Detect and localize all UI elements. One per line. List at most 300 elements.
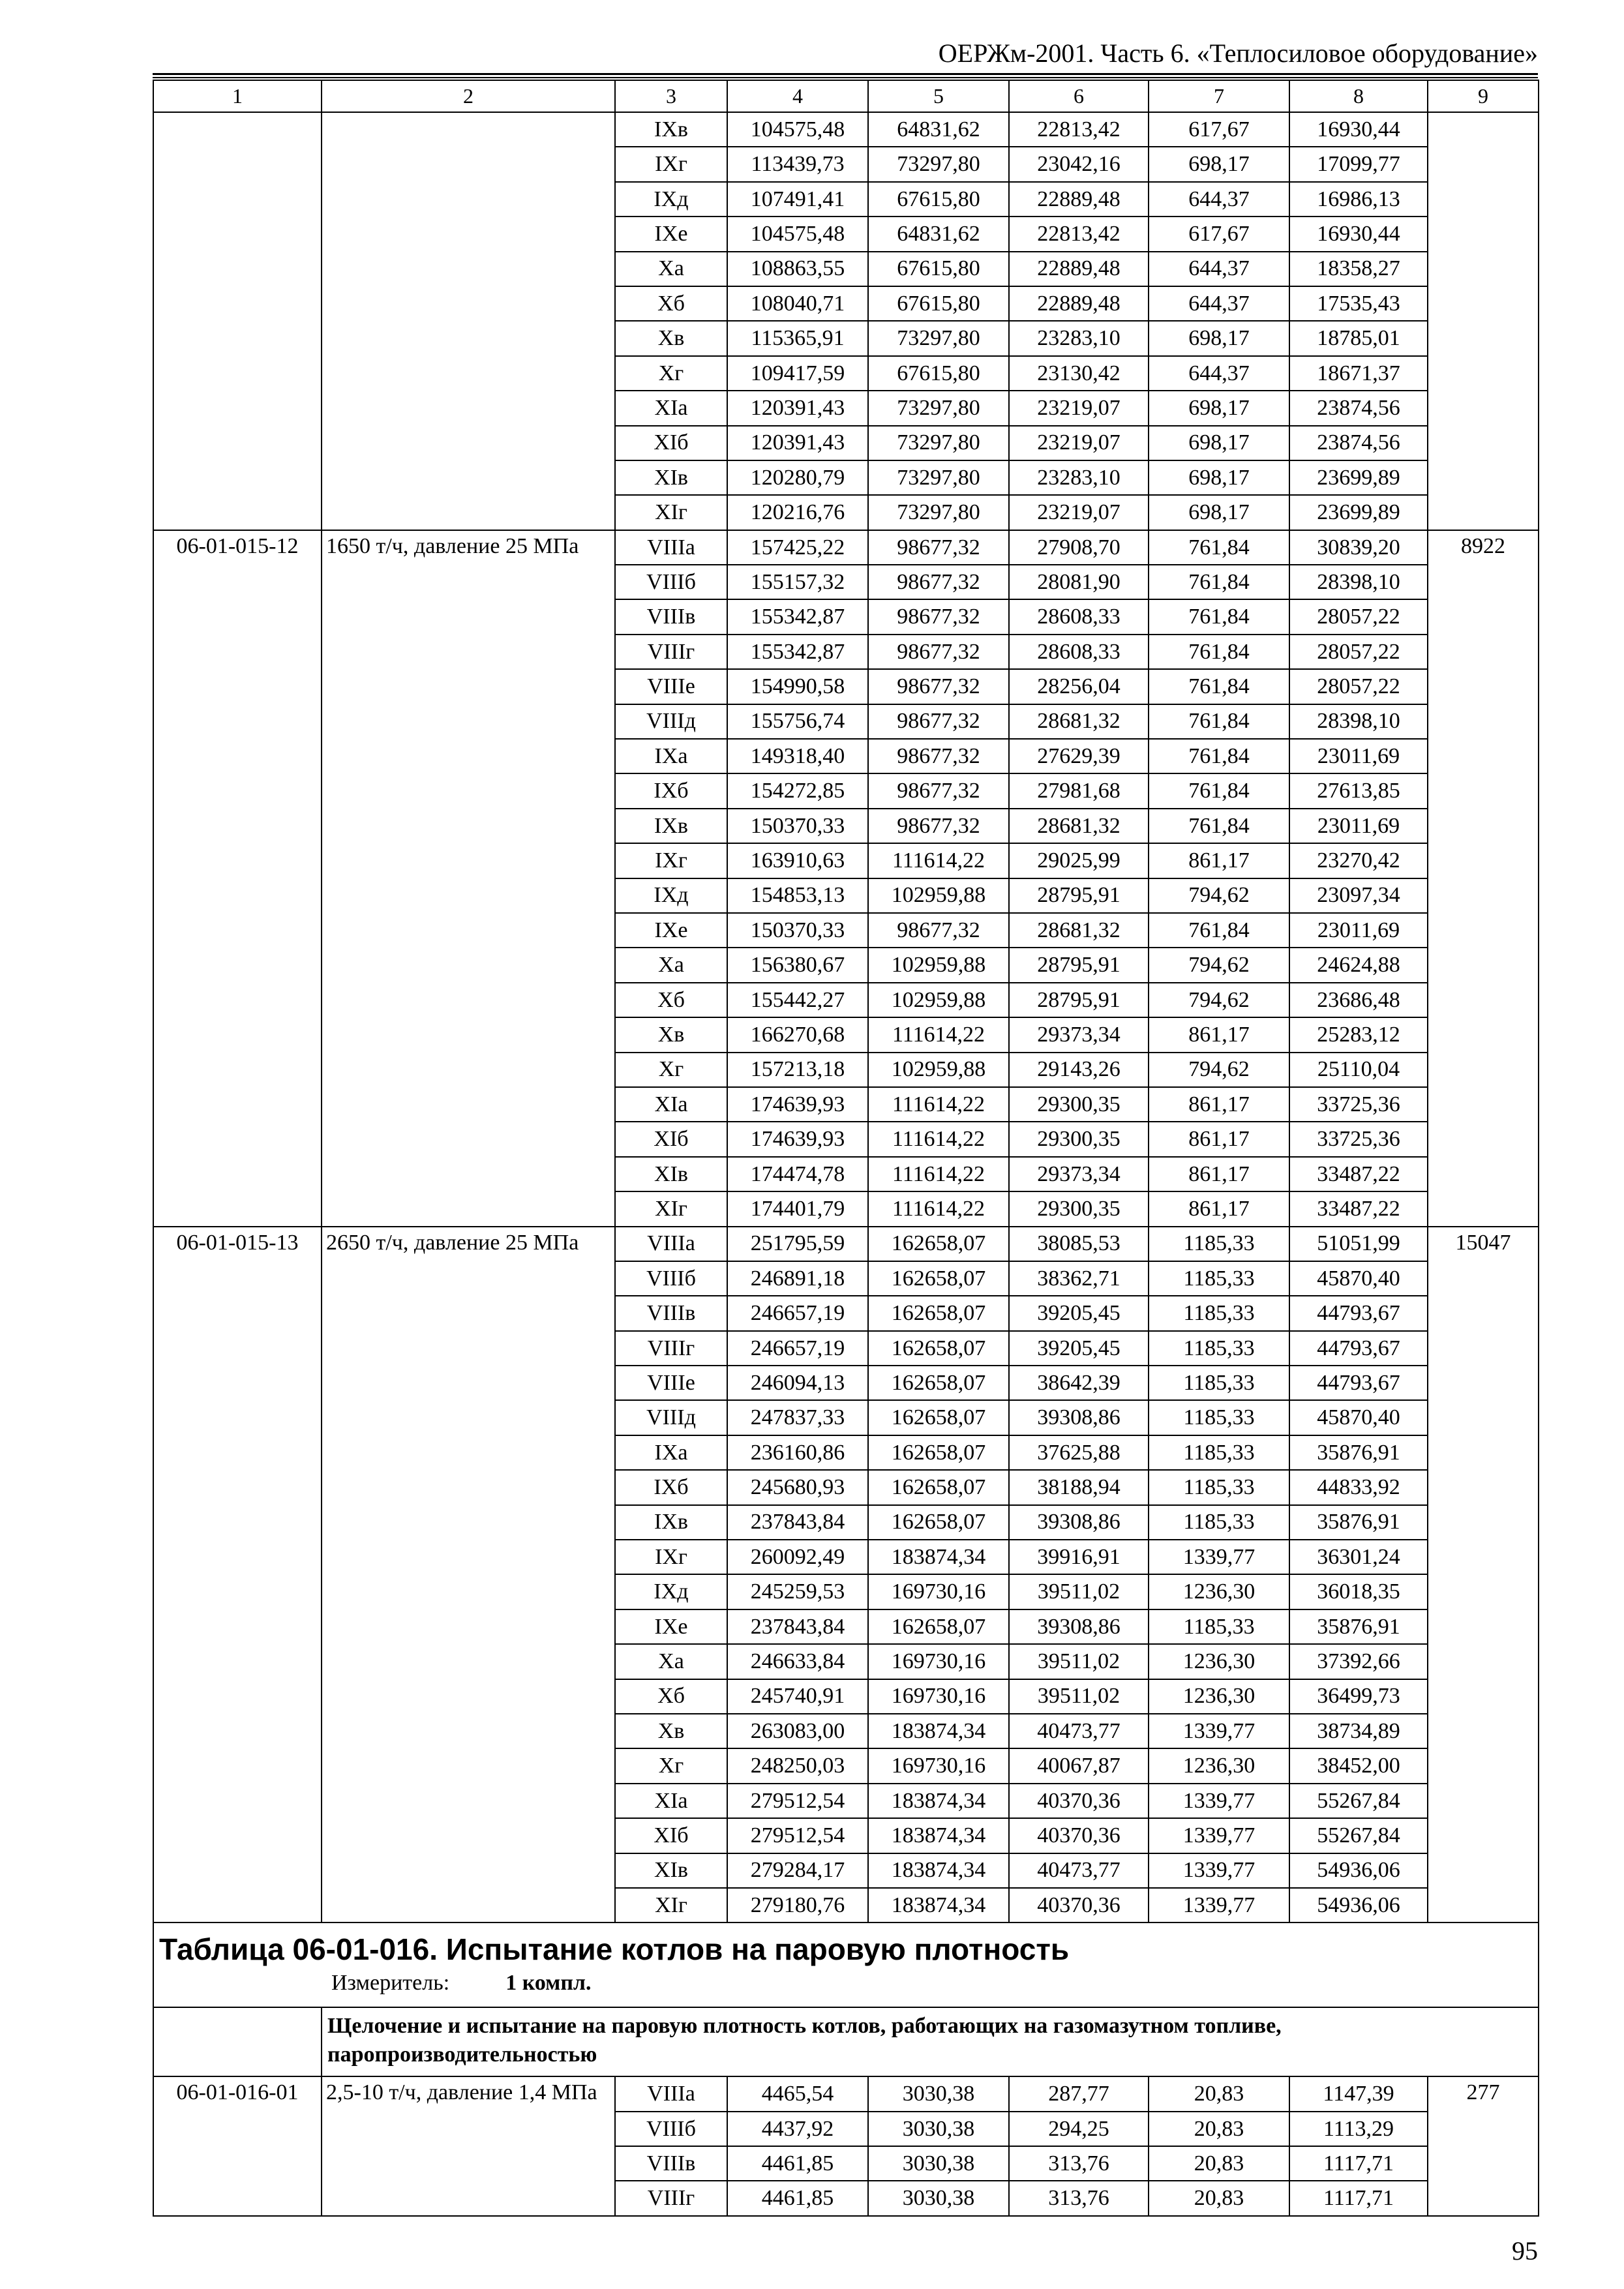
variant-cell: Xв xyxy=(615,1017,727,1052)
blank-cell xyxy=(153,2007,322,2076)
machinist-wages-cell: 761,84 xyxy=(1149,704,1289,739)
wages-cell: 67615,80 xyxy=(868,356,1009,391)
machines-cell: 22813,42 xyxy=(1009,112,1149,147)
wages-cell: 183874,34 xyxy=(868,1888,1009,1922)
wages-cell: 183874,34 xyxy=(868,1784,1009,1818)
materials-cell: 28398,10 xyxy=(1289,565,1428,599)
materials-cell: 55267,84 xyxy=(1289,1818,1428,1853)
measure-label: Измеритель: xyxy=(331,1971,450,1996)
machines-cell: 313,76 xyxy=(1009,2181,1149,2215)
materials-cell: 45870,40 xyxy=(1289,1261,1428,1296)
machinist-wages-cell: 1339,77 xyxy=(1149,1714,1289,1748)
materials-cell: 25283,12 xyxy=(1289,1017,1428,1052)
total-cost-cell: 104575,48 xyxy=(727,112,868,147)
machines-cell: 27629,39 xyxy=(1009,739,1149,773)
total-cost-cell: 156380,67 xyxy=(727,948,868,982)
wages-cell: 111614,22 xyxy=(868,1191,1009,1226)
machines-cell: 23219,07 xyxy=(1009,495,1149,530)
variant-cell: IXв xyxy=(615,809,727,843)
wages-cell: 183874,34 xyxy=(868,1714,1009,1748)
machines-cell: 38642,39 xyxy=(1009,1366,1149,1400)
materials-cell: 23011,69 xyxy=(1289,809,1428,843)
machines-cell: 29143,26 xyxy=(1009,1053,1149,1087)
total-cost-cell: 150370,33 xyxy=(727,913,868,948)
total-cost-cell: 154853,13 xyxy=(727,878,868,913)
materials-cell: 1117,71 xyxy=(1289,2146,1428,2181)
materials-cell: 1113,29 xyxy=(1289,2112,1428,2146)
total-cost-cell: 279180,76 xyxy=(727,1888,868,1922)
wages-cell: 64831,62 xyxy=(868,217,1009,251)
total-cost-cell: 174401,79 xyxy=(727,1191,868,1226)
materials-cell: 23686,48 xyxy=(1289,983,1428,1017)
total-cost-cell: 247837,33 xyxy=(727,1400,868,1435)
materials-cell: 36499,73 xyxy=(1289,1679,1428,1714)
total-cost-cell: 279512,54 xyxy=(727,1818,868,1853)
variant-cell: XIв xyxy=(615,460,727,495)
variant-cell: VIIIа xyxy=(615,1227,727,1261)
wages-cell: 98677,32 xyxy=(868,739,1009,773)
total-cost-cell: 246657,19 xyxy=(727,1296,868,1330)
variant-cell: VIIIд xyxy=(615,704,727,739)
total-cost-cell: 260092,49 xyxy=(727,1540,868,1574)
machinist-wages-cell: 1185,33 xyxy=(1149,1261,1289,1296)
machines-cell: 29025,99 xyxy=(1009,843,1149,878)
machines-cell: 28608,33 xyxy=(1009,599,1149,634)
materials-cell: 23699,89 xyxy=(1289,495,1428,530)
machinist-wages-cell: 1185,33 xyxy=(1149,1331,1289,1366)
machines-cell: 28681,32 xyxy=(1009,704,1149,739)
total-cost-cell: 174639,93 xyxy=(727,1087,868,1122)
variant-cell: IXд xyxy=(615,878,727,913)
variant-cell: Xа xyxy=(615,948,727,982)
variant-cell: VIIIа xyxy=(615,2076,727,2111)
materials-cell: 45870,40 xyxy=(1289,1400,1428,1435)
machinist-wages-cell: 794,62 xyxy=(1149,983,1289,1017)
wages-cell: 169730,16 xyxy=(868,1644,1009,1679)
header-rule xyxy=(153,77,1538,78)
total-cost-cell: 246633,84 xyxy=(727,1644,868,1679)
wages-cell: 162658,07 xyxy=(868,1470,1009,1504)
total-cost-cell: 4461,85 xyxy=(727,2146,868,2181)
machines-cell: 39308,86 xyxy=(1009,1505,1149,1540)
machinist-wages-cell: 1339,77 xyxy=(1149,1818,1289,1853)
wages-cell: 73297,80 xyxy=(868,460,1009,495)
total-cost-cell: 245740,91 xyxy=(727,1679,868,1714)
total-cost-cell: 154272,85 xyxy=(727,773,868,808)
machinist-wages-cell: 617,67 xyxy=(1149,217,1289,251)
machines-cell: 38362,71 xyxy=(1009,1261,1149,1296)
materials-cell: 18358,27 xyxy=(1289,252,1428,286)
machines-cell: 40067,87 xyxy=(1009,1748,1149,1783)
materials-cell: 33725,36 xyxy=(1289,1122,1428,1156)
variant-cell: XIг xyxy=(615,1888,727,1922)
total-cost-cell: 115365,91 xyxy=(727,321,868,355)
variant-cell: IXв xyxy=(615,112,727,147)
total-cost-cell: 163910,63 xyxy=(727,843,868,878)
machinist-wages-cell: 698,17 xyxy=(1149,460,1289,495)
materials-cell: 33487,22 xyxy=(1289,1191,1428,1226)
machinist-wages-cell: 1236,30 xyxy=(1149,1679,1289,1714)
machinist-wages-cell: 861,17 xyxy=(1149,843,1289,878)
total-cost-cell: 4461,85 xyxy=(727,2181,868,2215)
table-row xyxy=(153,1227,1539,1261)
materials-cell: 44793,67 xyxy=(1289,1331,1428,1366)
total-cost-cell: 120391,43 xyxy=(727,391,868,425)
wages-cell: 64831,62 xyxy=(868,112,1009,147)
wages-cell: 162658,07 xyxy=(868,1435,1009,1470)
variant-cell: Xа xyxy=(615,1644,727,1679)
column-number: 1 xyxy=(153,80,322,112)
variant-cell: VIIIв xyxy=(615,2146,727,2181)
materials-cell: 37392,66 xyxy=(1289,1644,1428,1679)
machines-cell: 29300,35 xyxy=(1009,1122,1149,1156)
total-cost-cell: 120280,79 xyxy=(727,460,868,495)
materials-cell: 24624,88 xyxy=(1289,948,1428,982)
measure-unit: 1 компл. xyxy=(505,1971,592,1996)
wages-cell: 98677,32 xyxy=(868,809,1009,843)
variant-cell: VIIIг xyxy=(615,1331,727,1366)
variant-cell: Xв xyxy=(615,1714,727,1748)
item-code-cell: 06-01-015-12 xyxy=(153,530,322,1227)
total-cost-cell: 150370,33 xyxy=(727,809,868,843)
materials-cell: 23097,34 xyxy=(1289,878,1428,913)
machines-cell: 39205,45 xyxy=(1009,1296,1149,1330)
machinist-wages-cell: 698,17 xyxy=(1149,147,1289,181)
item-code-cell xyxy=(153,112,322,530)
running-header: ОЕРЖм-2001. Часть 6. «Теплосиловое оборудование» xyxy=(938,38,1538,68)
machines-cell: 29300,35 xyxy=(1009,1087,1149,1122)
machinist-wages-cell: 1339,77 xyxy=(1149,1888,1289,1922)
wages-cell: 3030,38 xyxy=(868,2181,1009,2215)
machinist-wages-cell: 20,83 xyxy=(1149,2146,1289,2181)
variant-cell: VIIIб xyxy=(615,565,727,599)
column-number: 4 xyxy=(727,80,868,112)
machines-cell: 39511,02 xyxy=(1009,1644,1149,1679)
materials-cell: 51051,99 xyxy=(1289,1227,1428,1261)
total-cost-cell: 120216,76 xyxy=(727,495,868,530)
machinist-wages-cell: 1236,30 xyxy=(1149,1574,1289,1609)
materials-cell: 17099,77 xyxy=(1289,147,1428,181)
labor-norm-cell: 15047 xyxy=(1428,1227,1539,1923)
machinist-wages-cell: 1185,33 xyxy=(1149,1470,1289,1504)
variant-cell: VIIIг xyxy=(615,2181,727,2215)
machines-cell: 39511,02 xyxy=(1009,1574,1149,1609)
machinist-wages-cell: 794,62 xyxy=(1149,1053,1289,1087)
total-cost-cell: 108040,71 xyxy=(727,286,868,321)
machines-cell: 40370,36 xyxy=(1009,1818,1149,1853)
machinist-wages-cell: 861,17 xyxy=(1149,1157,1289,1191)
wages-cell: 162658,07 xyxy=(868,1331,1009,1366)
wages-cell: 98677,32 xyxy=(868,704,1009,739)
wages-cell: 67615,80 xyxy=(868,252,1009,286)
variant-cell: IXг xyxy=(615,1540,727,1574)
wages-cell: 98677,32 xyxy=(868,669,1009,704)
variant-cell: Xб xyxy=(615,983,727,1017)
machinist-wages-cell: 1339,77 xyxy=(1149,1853,1289,1888)
machinist-wages-cell: 761,84 xyxy=(1149,565,1289,599)
machinist-wages-cell: 644,37 xyxy=(1149,356,1289,391)
machines-cell: 287,77 xyxy=(1009,2076,1149,2111)
variant-cell: XIв xyxy=(615,1157,727,1191)
wages-cell: 162658,07 xyxy=(868,1366,1009,1400)
wages-cell: 102959,88 xyxy=(868,878,1009,913)
wages-cell: 102959,88 xyxy=(868,983,1009,1017)
machinist-wages-cell: 1185,33 xyxy=(1149,1400,1289,1435)
wages-cell: 73297,80 xyxy=(868,495,1009,530)
variant-cell: Xг xyxy=(615,1053,727,1087)
materials-cell: 27613,85 xyxy=(1289,773,1428,808)
materials-cell: 35876,91 xyxy=(1289,1505,1428,1540)
machinist-wages-cell: 761,84 xyxy=(1149,635,1289,669)
variant-cell: Xб xyxy=(615,286,727,321)
machinist-wages-cell: 20,83 xyxy=(1149,2112,1289,2146)
machines-cell: 23042,16 xyxy=(1009,147,1149,181)
variant-cell: VIIIе xyxy=(615,1366,727,1400)
machinist-wages-cell: 761,84 xyxy=(1149,599,1289,634)
wages-cell: 169730,16 xyxy=(868,1748,1009,1783)
machines-cell: 28795,91 xyxy=(1009,983,1149,1017)
machinist-wages-cell: 794,62 xyxy=(1149,878,1289,913)
total-cost-cell: 149318,40 xyxy=(727,739,868,773)
total-cost-cell: 109417,59 xyxy=(727,356,868,391)
table-title-cell xyxy=(153,1922,1539,2007)
machinist-wages-cell: 1185,33 xyxy=(1149,1609,1289,1644)
section-heading-row xyxy=(153,2007,1539,2076)
wages-cell: 98677,32 xyxy=(868,530,1009,565)
materials-cell: 28057,22 xyxy=(1289,669,1428,704)
total-cost-cell: 251795,59 xyxy=(727,1227,868,1261)
materials-cell: 36018,35 xyxy=(1289,1574,1428,1609)
machines-cell: 39205,45 xyxy=(1009,1331,1149,1366)
machines-cell: 28681,32 xyxy=(1009,809,1149,843)
variant-cell: XIг xyxy=(615,495,727,530)
materials-cell: 44833,92 xyxy=(1289,1470,1428,1504)
variant-cell: IXд xyxy=(615,182,727,217)
machinist-wages-cell: 761,84 xyxy=(1149,809,1289,843)
machinist-wages-cell: 698,17 xyxy=(1149,495,1289,530)
wages-cell: 162658,07 xyxy=(868,1227,1009,1261)
wages-cell: 162658,07 xyxy=(868,1609,1009,1644)
wages-cell: 73297,80 xyxy=(868,147,1009,181)
materials-cell: 54936,06 xyxy=(1289,1888,1428,1922)
machinist-wages-cell: 1185,33 xyxy=(1149,1435,1289,1470)
machinist-wages-cell: 698,17 xyxy=(1149,321,1289,355)
table-row xyxy=(153,112,1539,147)
materials-cell: 16930,44 xyxy=(1289,112,1428,147)
total-cost-cell: 155756,74 xyxy=(727,704,868,739)
wages-cell: 73297,80 xyxy=(868,321,1009,355)
wages-cell: 102959,88 xyxy=(868,948,1009,982)
total-cost-cell: 157425,22 xyxy=(727,530,868,565)
machines-cell: 27981,68 xyxy=(1009,773,1149,808)
total-cost-cell: 246094,13 xyxy=(727,1366,868,1400)
table-title: Таблица 06-01-016. Испытание котлов на паровую плотность xyxy=(159,1932,1070,1967)
total-cost-cell: 155342,87 xyxy=(727,599,868,634)
materials-cell: 38734,89 xyxy=(1289,1714,1428,1748)
machinist-wages-cell: 794,62 xyxy=(1149,948,1289,982)
machines-cell: 28081,90 xyxy=(1009,565,1149,599)
machines-cell: 38188,94 xyxy=(1009,1470,1149,1504)
materials-cell: 35876,91 xyxy=(1289,1435,1428,1470)
wages-cell: 3030,38 xyxy=(868,2076,1009,2111)
variant-cell: Xа xyxy=(615,252,727,286)
wages-cell: 98677,32 xyxy=(868,599,1009,634)
table-title-row xyxy=(153,1922,1539,2007)
machines-cell: 29373,34 xyxy=(1009,1157,1149,1191)
machines-cell: 40370,36 xyxy=(1009,1888,1149,1922)
wages-cell: 162658,07 xyxy=(868,1261,1009,1296)
total-cost-cell: 248250,03 xyxy=(727,1748,868,1783)
total-cost-cell: 279284,17 xyxy=(727,1853,868,1888)
total-cost-cell: 279512,54 xyxy=(727,1784,868,1818)
machines-cell: 40473,77 xyxy=(1009,1853,1149,1888)
machines-cell: 23130,42 xyxy=(1009,356,1149,391)
machines-cell: 40473,77 xyxy=(1009,1714,1149,1748)
wages-cell: 73297,80 xyxy=(868,426,1009,460)
table-body xyxy=(153,80,1539,2216)
variant-cell: IXв xyxy=(615,1505,727,1540)
variant-cell: IXе xyxy=(615,217,727,251)
variant-cell: IXд xyxy=(615,1574,727,1609)
machines-cell: 39308,86 xyxy=(1009,1400,1149,1435)
machines-cell: 38085,53 xyxy=(1009,1227,1149,1261)
wages-cell: 3030,38 xyxy=(868,2112,1009,2146)
variant-cell: IXг xyxy=(615,147,727,181)
header-rule xyxy=(153,73,1538,75)
wages-cell: 169730,16 xyxy=(868,1679,1009,1714)
total-cost-cell: 155442,27 xyxy=(727,983,868,1017)
total-cost-cell: 237843,84 xyxy=(727,1505,868,1540)
wages-cell: 111614,22 xyxy=(868,1157,1009,1191)
total-cost-cell: 4465,54 xyxy=(727,2076,868,2111)
column-number: 6 xyxy=(1009,80,1149,112)
machines-cell: 28795,91 xyxy=(1009,948,1149,982)
machinist-wages-cell: 761,84 xyxy=(1149,739,1289,773)
wages-cell: 98677,32 xyxy=(868,773,1009,808)
variant-cell: IXг xyxy=(615,843,727,878)
machinist-wages-cell: 1339,77 xyxy=(1149,1540,1289,1574)
materials-cell: 16930,44 xyxy=(1289,217,1428,251)
materials-cell: 28057,22 xyxy=(1289,599,1428,634)
machinist-wages-cell: 861,17 xyxy=(1149,1087,1289,1122)
machinist-wages-cell: 20,83 xyxy=(1149,2181,1289,2215)
variant-cell: IXб xyxy=(615,1470,727,1504)
wages-cell: 183874,34 xyxy=(868,1540,1009,1574)
materials-cell: 33725,36 xyxy=(1289,1087,1428,1122)
section-heading: Щелочение и испытание на паровую плотность котлов, работающих на газомазутном топливе, паропроизводительностью xyxy=(322,2007,1539,2076)
wages-cell: 111614,22 xyxy=(868,1087,1009,1122)
total-cost-cell: 236160,86 xyxy=(727,1435,868,1470)
table-row xyxy=(153,2076,1539,2111)
machinist-wages-cell: 1236,30 xyxy=(1149,1644,1289,1679)
materials-cell: 38452,00 xyxy=(1289,1748,1428,1783)
total-cost-cell: 245680,93 xyxy=(727,1470,868,1504)
variant-cell: IXе xyxy=(615,1609,727,1644)
variant-cell: VIIIв xyxy=(615,599,727,634)
total-cost-cell: 157213,18 xyxy=(727,1053,868,1087)
machines-cell: 22813,42 xyxy=(1009,217,1149,251)
machines-cell: 23283,10 xyxy=(1009,460,1149,495)
column-number: 5 xyxy=(868,80,1009,112)
materials-cell: 35876,91 xyxy=(1289,1609,1428,1644)
total-cost-cell: 154990,58 xyxy=(727,669,868,704)
total-cost-cell: 4437,92 xyxy=(727,2112,868,2146)
variant-cell: VIIIб xyxy=(615,1261,727,1296)
total-cost-cell: 245259,53 xyxy=(727,1574,868,1609)
column-number-row xyxy=(153,80,1539,112)
machinist-wages-cell: 1339,77 xyxy=(1149,1784,1289,1818)
machinist-wages-cell: 644,37 xyxy=(1149,252,1289,286)
wages-cell: 169730,16 xyxy=(868,1574,1009,1609)
variant-cell: Xб xyxy=(615,1679,727,1714)
variant-cell: XIа xyxy=(615,1087,727,1122)
variant-cell: VIIIв xyxy=(615,1296,727,1330)
variant-cell: Xг xyxy=(615,356,727,391)
machinist-wages-cell: 861,17 xyxy=(1149,1191,1289,1226)
variant-cell: XIб xyxy=(615,1818,727,1853)
wages-cell: 162658,07 xyxy=(868,1296,1009,1330)
machines-cell: 28681,32 xyxy=(1009,913,1149,948)
wages-cell: 183874,34 xyxy=(868,1853,1009,1888)
materials-cell: 23874,56 xyxy=(1289,426,1428,460)
total-cost-cell: 113439,73 xyxy=(727,147,868,181)
machines-cell: 22889,48 xyxy=(1009,252,1149,286)
total-cost-cell: 155157,32 xyxy=(727,565,868,599)
labor-norm-cell: 8922 xyxy=(1428,530,1539,1227)
machines-cell: 23283,10 xyxy=(1009,321,1149,355)
materials-cell: 55267,84 xyxy=(1289,1784,1428,1818)
materials-cell: 1147,39 xyxy=(1289,2076,1428,2111)
wages-cell: 3030,38 xyxy=(868,2146,1009,2181)
wages-cell: 98677,32 xyxy=(868,565,1009,599)
materials-cell: 28398,10 xyxy=(1289,704,1428,739)
materials-cell: 44793,67 xyxy=(1289,1296,1428,1330)
labor-norm-cell: 277 xyxy=(1428,2076,1539,2216)
total-cost-cell: 104575,48 xyxy=(727,217,868,251)
variant-cell: Xг xyxy=(615,1748,727,1783)
total-cost-cell: 166270,68 xyxy=(727,1017,868,1052)
column-number: 2 xyxy=(322,80,615,112)
wages-cell: 111614,22 xyxy=(868,1017,1009,1052)
machinist-wages-cell: 698,17 xyxy=(1149,426,1289,460)
materials-cell: 16986,13 xyxy=(1289,182,1428,217)
materials-cell: 23699,89 xyxy=(1289,460,1428,495)
machinist-wages-cell: 698,17 xyxy=(1149,391,1289,425)
machines-cell: 28608,33 xyxy=(1009,635,1149,669)
item-name-cell: 2,5-10 т/ч, давление 1,4 МПа xyxy=(322,2076,615,2216)
materials-cell: 23270,42 xyxy=(1289,843,1428,878)
total-cost-cell: 174474,78 xyxy=(727,1157,868,1191)
machinist-wages-cell: 644,37 xyxy=(1149,286,1289,321)
machines-cell: 40370,36 xyxy=(1009,1784,1149,1818)
materials-cell: 25110,04 xyxy=(1289,1053,1428,1087)
materials-cell: 23011,69 xyxy=(1289,913,1428,948)
variant-cell: VIIIб xyxy=(615,2112,727,2146)
total-cost-cell: 263083,00 xyxy=(727,1714,868,1748)
page-number: 95 xyxy=(1512,2236,1538,2266)
machinist-wages-cell: 761,84 xyxy=(1149,913,1289,948)
total-cost-cell: 246891,18 xyxy=(727,1261,868,1296)
machinist-wages-cell: 761,84 xyxy=(1149,773,1289,808)
labor-norm-cell xyxy=(1428,112,1539,530)
wages-cell: 102959,88 xyxy=(868,1053,1009,1087)
item-code-cell: 06-01-016-01 xyxy=(153,2076,322,2216)
materials-cell: 44793,67 xyxy=(1289,1366,1428,1400)
materials-cell: 23874,56 xyxy=(1289,391,1428,425)
item-name-cell xyxy=(322,112,615,530)
materials-cell: 30839,20 xyxy=(1289,530,1428,565)
machinist-wages-cell: 1185,33 xyxy=(1149,1227,1289,1261)
